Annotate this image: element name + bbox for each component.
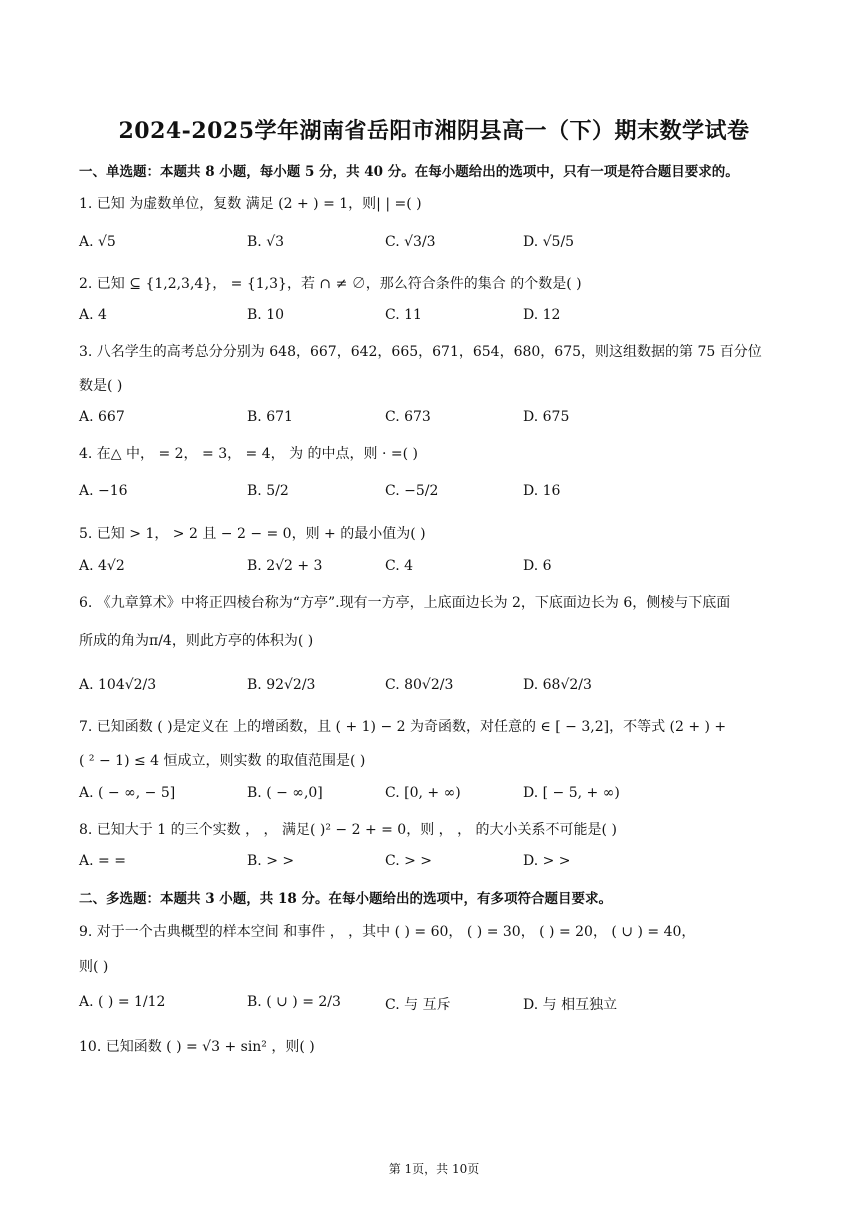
option-a: A. ( ) = 1/12 bbox=[79, 994, 166, 1010]
question-10-stem: 10. 已知函数 ( ) = √3 + sin² ，则( ) bbox=[79, 1039, 315, 1055]
option-d: D. √5/5 bbox=[523, 234, 575, 250]
question-1-stem: 1. 已知 为虚数单位，复数 满足 (2 + ) = 1，则| | =( ) bbox=[79, 196, 422, 212]
question-8-options bbox=[79, 853, 799, 877]
option-c: C. −5/2 bbox=[385, 483, 439, 499]
page-title: 2024-2025学年湖南省岳阳市湘阴县高一（下）期末数学试卷 bbox=[118, 118, 750, 144]
option-b: B. √3 bbox=[247, 234, 285, 250]
option-d: D. 16 bbox=[523, 483, 561, 499]
question-7-stem-line-2: ( ² − 1) ≤ 4 恒成立，则实数 的取值范围是( ) bbox=[79, 753, 366, 769]
question-5-options bbox=[79, 558, 799, 582]
option-a: A. = = bbox=[79, 853, 126, 869]
question-6-options bbox=[79, 677, 799, 701]
option-c: C. 673 bbox=[385, 409, 431, 425]
option-c: C. > > bbox=[385, 853, 433, 869]
section-heading-single-choice: 一、单选题：本题共 8 小题，每小题 5 分，共 40 分。在每小题给出的选项中，只有一项是符合题目要求的。 bbox=[79, 164, 739, 180]
question-7-stem-line-1: 7. 已知函数 ( )是定义在 上的增函数，且 ( + 1) − 2 为奇函数，对任意的 ∈ [ − 3,2]，不等式 (2 + ) + bbox=[79, 719, 727, 735]
option-a: A. 4√2 bbox=[79, 558, 125, 574]
option-a: A. 667 bbox=[79, 409, 125, 425]
question-5-stem: 5. 已知 > 1， > 2 且 − 2 − = 0，则 + 的最小值为( ) bbox=[79, 526, 426, 542]
question-3-stem-line-2: 数是( ) bbox=[79, 378, 123, 394]
option-b: B. ( ∪ ) = 2/3 bbox=[247, 994, 341, 1010]
question-6-stem-line-2: 所成的角为π/4，则此方亭的体积为( ) bbox=[79, 633, 314, 649]
option-b: B. 92√2/3 bbox=[247, 677, 316, 693]
option-a: A. −16 bbox=[79, 483, 128, 499]
question-7-options bbox=[79, 785, 799, 809]
option-d: D. 6 bbox=[523, 558, 552, 574]
option-b: B. 2√2 + 3 bbox=[247, 558, 323, 574]
section-heading-multi-choice: 二、多选题：本题共 3 小题，共 18 分。在每小题给出的选项中，有多项符合题目要求。 bbox=[79, 891, 612, 907]
option-d: D. 与 相互独立 bbox=[523, 997, 618, 1013]
question-9-stem-line-2: 则( ) bbox=[79, 959, 109, 975]
question-3-stem-line-1: 3. 八名学生的高考总分分别为 648，667，642，665，671，654，680，675，则这组数据的第 75 百分位 bbox=[79, 344, 762, 360]
option-d: D. 12 bbox=[523, 307, 561, 323]
question-2-stem: 2. 已知 ⊆ {1,2,3,4}， = {1,3}，若 ∩ ≠ ∅，那么符合条件的集合 的个数是( ) bbox=[79, 276, 582, 292]
option-c: C. 11 bbox=[385, 307, 422, 323]
question-9-options bbox=[79, 994, 799, 1018]
option-d: D. 68√2/3 bbox=[523, 677, 592, 693]
option-d: D. > > bbox=[523, 853, 571, 869]
question-6-stem-line-1: 6. 《九章算术》中将正四棱台称为“方亭”.现有一方亭，上底面边长为 2，下底面边长为 6，侧棱与下底面 bbox=[79, 595, 731, 611]
option-d: D. 675 bbox=[523, 409, 570, 425]
option-a: A. ( − ∞, − 5] bbox=[79, 785, 176, 801]
question-3-options bbox=[79, 409, 799, 433]
page-footer: 第 1页，共 10页 bbox=[388, 1162, 480, 1176]
question-4-stem: 4. 在△ 中， = 2， = 3， = 4， 为 的中点，则 · =( ) bbox=[79, 446, 418, 462]
option-b: B. 10 bbox=[247, 307, 285, 323]
option-c: C. 80√2/3 bbox=[385, 677, 454, 693]
option-b: B. 671 bbox=[247, 409, 293, 425]
option-b: B. ( − ∞,0] bbox=[247, 785, 323, 801]
option-c: C. √3/3 bbox=[385, 234, 436, 250]
option-a: A. √5 bbox=[79, 234, 116, 250]
option-b: B. > > bbox=[247, 853, 295, 869]
question-9-stem-line-1: 9. 对于一个古典概型的样本空间 和事件 ， ，其中 ( ) = 60， ( ) = 30， ( ) = 20， ( ∪ ) = 40， bbox=[79, 924, 696, 940]
option-d: D. [ − 5, + ∞) bbox=[523, 785, 620, 801]
option-c: C. 与 互斥 bbox=[385, 997, 451, 1013]
option-c: C. [0, + ∞) bbox=[385, 785, 461, 801]
option-c: C. 4 bbox=[385, 558, 414, 574]
question-4-options bbox=[79, 483, 799, 507]
question-2-options bbox=[79, 307, 799, 331]
question-1-options bbox=[79, 234, 799, 258]
option-a: A. 4 bbox=[79, 307, 107, 323]
option-b: B. 5/2 bbox=[247, 483, 289, 499]
option-a: A. 104√2/3 bbox=[79, 677, 157, 693]
question-8-stem: 8. 已知大于 1 的三个实数 ， ， 满足( )² − 2 + = 0，则 ， ， 的大小关系不可能是( ) bbox=[79, 822, 617, 838]
